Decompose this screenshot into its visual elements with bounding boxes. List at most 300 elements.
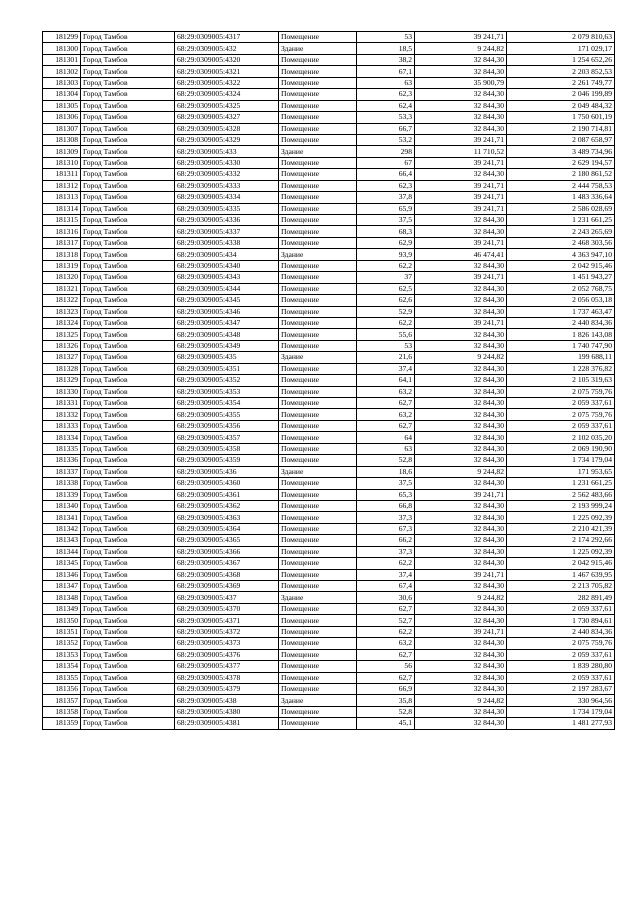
row-number-cell: 181311	[43, 169, 81, 180]
table-row	[43, 592, 615, 603]
object-type-cell: Помещение	[279, 420, 357, 431]
row-number-cell: 181350	[43, 615, 81, 626]
area-cell: 65,9	[357, 203, 415, 214]
cadastral-value-cell: 2 440 834,36	[507, 317, 615, 328]
city-cell: Город Тамбов	[81, 180, 175, 191]
city-cell: Город Тамбов	[81, 512, 175, 523]
row-number-cell: 181349	[43, 603, 81, 614]
specific-value-cell: 32 844,30	[415, 215, 507, 226]
cadastral-number-cell: 68:29:0309005:4330	[175, 157, 279, 168]
cadastral-value-cell: 199 688,11	[507, 352, 615, 363]
city-cell: Город Тамбов	[81, 237, 175, 248]
table-row	[43, 683, 615, 694]
area-cell: 52,8	[357, 455, 415, 466]
cadastral-number-cell: 68:29:0309005:4373	[175, 638, 279, 649]
row-number-cell: 181303	[43, 77, 81, 88]
specific-value-cell: 32 844,30	[415, 706, 507, 717]
table-row	[43, 340, 615, 351]
specific-value-cell: 32 844,30	[415, 718, 507, 729]
city-cell: Город Тамбов	[81, 409, 175, 420]
cadastral-value-cell: 2 069 190,90	[507, 443, 615, 454]
row-number-cell: 181320	[43, 272, 81, 283]
cadastral-value-cell: 1 734 179,04	[507, 706, 615, 717]
city-cell: Город Тамбов	[81, 340, 175, 351]
city-cell: Город Тамбов	[81, 546, 175, 557]
specific-value-cell: 32 844,30	[415, 295, 507, 306]
row-number-cell: 181341	[43, 512, 81, 523]
table-row	[43, 386, 615, 397]
table-row	[43, 523, 615, 534]
specific-value-cell: 32 844,30	[415, 420, 507, 431]
area-cell: 63,2	[357, 638, 415, 649]
cadastral-value-cell: 2 075 759,76	[507, 409, 615, 420]
cadastral-value-cell: 2 629 194,57	[507, 157, 615, 168]
cadastral-value-cell: 282 891,49	[507, 592, 615, 603]
city-cell: Город Тамбов	[81, 615, 175, 626]
city-cell: Город Тамбов	[81, 603, 175, 614]
table-row	[43, 306, 615, 317]
table-row	[43, 237, 615, 248]
city-cell: Город Тамбов	[81, 352, 175, 363]
cadastral-number-cell: 68:29:0309005:4380	[175, 706, 279, 717]
cadastral-value-cell: 1 737 463,47	[507, 306, 615, 317]
city-cell: Город Тамбов	[81, 192, 175, 203]
cadastral-number-cell: 68:29:0309005:4327	[175, 112, 279, 123]
specific-value-cell: 39 241,71	[415, 32, 507, 43]
cadastral-number-cell: 68:29:0309005:4360	[175, 478, 279, 489]
cadastral-value-cell: 1 225 092,39	[507, 512, 615, 523]
area-cell: 62,3	[357, 89, 415, 100]
area-cell: 37,5	[357, 478, 415, 489]
cadastral-number-cell: 68:29:0309005:436	[175, 466, 279, 477]
object-type-cell: Помещение	[279, 237, 357, 248]
specific-value-cell: 32 844,30	[415, 409, 507, 420]
city-cell: Город Тамбов	[81, 649, 175, 660]
city-cell: Город Тамбов	[81, 420, 175, 431]
cadastral-value-cell: 2 468 303,56	[507, 237, 615, 248]
row-number-cell: 181334	[43, 432, 81, 443]
cadastral-number-cell: 68:29:0309005:4363	[175, 512, 279, 523]
cadastral-number-cell: 68:29:0309005:432	[175, 43, 279, 54]
table-row	[43, 169, 615, 180]
table-row	[43, 581, 615, 592]
table-row	[43, 398, 615, 409]
cadastral-number-cell: 68:29:0309005:4355	[175, 409, 279, 420]
cadastral-number-cell: 68:29:0309005:4366	[175, 546, 279, 557]
city-cell: Город Тамбов	[81, 443, 175, 454]
row-number-cell: 181319	[43, 260, 81, 271]
object-type-cell: Здание	[279, 695, 357, 706]
specific-value-cell: 32 844,30	[415, 512, 507, 523]
table-row	[43, 100, 615, 111]
cadastral-value-cell: 1 483 336,64	[507, 192, 615, 203]
table-row	[43, 558, 615, 569]
specific-value-cell: 32 844,30	[415, 443, 507, 454]
specific-value-cell: 32 844,30	[415, 661, 507, 672]
specific-value-cell: 32 844,30	[415, 398, 507, 409]
cadastral-value-cell: 2 075 759,76	[507, 386, 615, 397]
table-row	[43, 77, 615, 88]
table-row	[43, 134, 615, 145]
area-cell: 62,7	[357, 672, 415, 683]
city-cell: Город Тамбов	[81, 169, 175, 180]
cadastral-number-cell: 68:29:0309005:4381	[175, 718, 279, 729]
cadastral-number-cell: 68:29:0309005:4328	[175, 123, 279, 134]
object-type-cell: Помещение	[279, 535, 357, 546]
city-cell: Город Тамбов	[81, 43, 175, 54]
object-type-cell: Помещение	[279, 558, 357, 569]
area-cell: 66,7	[357, 123, 415, 134]
object-type-cell: Помещение	[279, 706, 357, 717]
area-cell: 37,3	[357, 546, 415, 557]
city-cell: Город Тамбов	[81, 432, 175, 443]
city-cell: Город Тамбов	[81, 478, 175, 489]
city-cell: Город Тамбов	[81, 112, 175, 123]
cadastral-number-cell: 68:29:0309005:4320	[175, 54, 279, 65]
cadastral-number-cell: 68:29:0309005:4361	[175, 489, 279, 500]
object-type-cell: Помещение	[279, 569, 357, 580]
table-row	[43, 215, 615, 226]
city-cell: Город Тамбов	[81, 226, 175, 237]
specific-value-cell: 11 710,52	[415, 146, 507, 157]
object-type-cell: Здание	[279, 43, 357, 54]
cadastral-value-cell: 2 049 484,32	[507, 100, 615, 111]
cadastral-value-cell: 171 029,17	[507, 43, 615, 54]
cadastral-number-cell: 68:29:0309005:4334	[175, 192, 279, 203]
specific-value-cell: 32 844,30	[415, 478, 507, 489]
object-type-cell: Помещение	[279, 134, 357, 145]
area-cell: 52,9	[357, 306, 415, 317]
cadastral-number-cell: 68:29:0309005:4353	[175, 386, 279, 397]
city-cell: Город Тамбов	[81, 146, 175, 157]
cadastral-number-cell: 68:29:0309005:4377	[175, 661, 279, 672]
table-row	[43, 443, 615, 454]
cadastral-value-cell: 2 180 861,52	[507, 169, 615, 180]
object-type-cell: Помещение	[279, 478, 357, 489]
specific-value-cell: 39 241,71	[415, 272, 507, 283]
table-row	[43, 546, 615, 557]
cadastral-number-cell: 68:29:0309005:4367	[175, 558, 279, 569]
row-number-cell: 181352	[43, 638, 81, 649]
area-cell: 67	[357, 157, 415, 168]
city-cell: Город Тамбов	[81, 249, 175, 260]
table-row	[43, 329, 615, 340]
cadastral-number-cell: 68:29:0309005:4351	[175, 363, 279, 374]
object-type-cell: Помещение	[279, 295, 357, 306]
specific-value-cell: 32 844,30	[415, 226, 507, 237]
area-cell: 68,3	[357, 226, 415, 237]
specific-value-cell: 32 844,30	[415, 169, 507, 180]
object-type-cell: Помещение	[279, 386, 357, 397]
table-row	[43, 226, 615, 237]
cadastral-number-cell: 68:29:0309005:4357	[175, 432, 279, 443]
city-cell: Город Тамбов	[81, 54, 175, 65]
area-cell: 62,2	[357, 260, 415, 271]
specific-value-cell: 32 844,30	[415, 283, 507, 294]
row-number-cell: 181314	[43, 203, 81, 214]
object-type-cell: Здание	[279, 352, 357, 363]
area-cell: 93,9	[357, 249, 415, 260]
area-cell: 37,4	[357, 569, 415, 580]
object-type-cell: Помещение	[279, 523, 357, 534]
cadastral-number-cell: 68:29:0309005:4349	[175, 340, 279, 351]
cadastral-value-cell: 1 451 943,27	[507, 272, 615, 283]
row-number-cell: 181346	[43, 569, 81, 580]
table-row	[43, 112, 615, 123]
city-cell: Город Тамбов	[81, 89, 175, 100]
area-cell: 66,2	[357, 535, 415, 546]
specific-value-cell: 9 244,82	[415, 466, 507, 477]
area-cell: 62,7	[357, 603, 415, 614]
table-row	[43, 146, 615, 157]
area-cell: 53	[357, 340, 415, 351]
row-number-cell: 181312	[43, 180, 81, 191]
specific-value-cell: 32 844,30	[415, 581, 507, 592]
row-number-cell: 181335	[43, 443, 81, 454]
area-cell: 67,4	[357, 581, 415, 592]
table-row	[43, 478, 615, 489]
cadastral-number-cell: 68:29:0309005:4346	[175, 306, 279, 317]
specific-value-cell: 39 241,71	[415, 157, 507, 168]
cadastral-value-cell: 2 059 337,61	[507, 420, 615, 431]
cadastral-number-cell: 68:29:0309005:438	[175, 695, 279, 706]
object-type-cell: Помещение	[279, 398, 357, 409]
object-type-cell: Помещение	[279, 272, 357, 283]
city-cell: Город Тамбов	[81, 535, 175, 546]
specific-value-cell: 32 844,30	[415, 638, 507, 649]
area-cell: 65,3	[357, 489, 415, 500]
table-row	[43, 569, 615, 580]
specific-value-cell: 9 244,82	[415, 352, 507, 363]
cadastral-value-cell: 4 363 947,10	[507, 249, 615, 260]
city-cell: Город Тамбов	[81, 317, 175, 328]
row-number-cell: 181326	[43, 340, 81, 351]
area-cell: 37,3	[357, 512, 415, 523]
area-cell: 52,7	[357, 615, 415, 626]
row-number-cell: 181328	[43, 363, 81, 374]
object-type-cell: Помещение	[279, 66, 357, 77]
cadastral-number-cell: 68:29:0309005:433	[175, 146, 279, 157]
table-row	[43, 672, 615, 683]
area-cell: 63	[357, 443, 415, 454]
specific-value-cell: 32 844,30	[415, 89, 507, 100]
area-cell: 64	[357, 432, 415, 443]
city-cell: Город Тамбов	[81, 672, 175, 683]
table-row	[43, 89, 615, 100]
specific-value-cell: 32 844,30	[415, 340, 507, 351]
city-cell: Город Тамбов	[81, 100, 175, 111]
cadastral-value-cell: 1 231 661,25	[507, 478, 615, 489]
cadastral-number-cell: 68:29:0309005:4370	[175, 603, 279, 614]
cadastral-value-cell: 3 489 734,96	[507, 146, 615, 157]
cadastral-value-cell: 2 059 337,61	[507, 398, 615, 409]
row-number-cell: 181348	[43, 592, 81, 603]
cadastral-value-cell: 2 444 758,53	[507, 180, 615, 191]
table-row	[43, 203, 615, 214]
object-type-cell: Помещение	[279, 489, 357, 500]
row-number-cell: 181336	[43, 455, 81, 466]
cadastral-number-cell: 68:29:0309005:4359	[175, 455, 279, 466]
specific-value-cell: 39 241,71	[415, 180, 507, 191]
city-cell: Город Тамбов	[81, 123, 175, 134]
city-cell: Город Тамбов	[81, 558, 175, 569]
cadastral-number-cell: 68:29:0309005:4372	[175, 626, 279, 637]
area-cell: 63	[357, 77, 415, 88]
city-cell: Город Тамбов	[81, 215, 175, 226]
object-type-cell: Помещение	[279, 123, 357, 134]
specific-value-cell: 32 844,30	[415, 329, 507, 340]
cadastral-number-cell: 68:29:0309005:4352	[175, 375, 279, 386]
cadastral-value-cell: 1 228 376,82	[507, 363, 615, 374]
city-cell: Город Тамбов	[81, 500, 175, 511]
specific-value-cell: 32 844,30	[415, 558, 507, 569]
row-number-cell: 181330	[43, 386, 81, 397]
object-type-cell: Помещение	[279, 443, 357, 454]
specific-value-cell: 32 844,30	[415, 546, 507, 557]
row-number-cell: 181318	[43, 249, 81, 260]
cadastral-number-cell: 68:29:0309005:4329	[175, 134, 279, 145]
city-cell: Город Тамбов	[81, 329, 175, 340]
table-row	[43, 649, 615, 660]
table-row	[43, 375, 615, 386]
specific-value-cell: 39 241,71	[415, 317, 507, 328]
table-row	[43, 466, 615, 477]
cadastral-number-cell: 68:29:0309005:4344	[175, 283, 279, 294]
object-type-cell: Помещение	[279, 432, 357, 443]
object-type-cell: Помещение	[279, 603, 357, 614]
area-cell: 38,2	[357, 54, 415, 65]
row-number-cell: 181343	[43, 535, 81, 546]
cadastral-number-cell: 68:29:0309005:4336	[175, 215, 279, 226]
table-row	[43, 157, 615, 168]
object-type-cell: Помещение	[279, 626, 357, 637]
area-cell: 35,8	[357, 695, 415, 706]
cadastral-number-cell: 68:29:0309005:4358	[175, 443, 279, 454]
table-row	[43, 706, 615, 717]
row-number-cell: 181317	[43, 237, 81, 248]
table-row	[43, 249, 615, 260]
object-type-cell: Помещение	[279, 340, 357, 351]
city-cell: Город Тамбов	[81, 77, 175, 88]
city-cell: Город Тамбов	[81, 398, 175, 409]
area-cell: 18,6	[357, 466, 415, 477]
area-cell: 52,8	[357, 706, 415, 717]
cadastral-value-cell: 2 102 035,20	[507, 432, 615, 443]
row-number-cell: 181329	[43, 375, 81, 386]
row-number-cell: 181354	[43, 661, 81, 672]
specific-value-cell: 32 844,30	[415, 432, 507, 443]
row-number-cell: 181313	[43, 192, 81, 203]
specific-value-cell: 32 844,30	[415, 112, 507, 123]
city-cell: Город Тамбов	[81, 683, 175, 694]
object-type-cell: Помещение	[279, 329, 357, 340]
cadastral-number-cell: 68:29:0309005:4379	[175, 683, 279, 694]
row-number-cell: 181347	[43, 581, 81, 592]
area-cell: 62,5	[357, 283, 415, 294]
cadastral-number-cell: 68:29:0309005:4340	[175, 260, 279, 271]
cadastral-value-cell: 2 193 999,24	[507, 500, 615, 511]
city-cell: Город Тамбов	[81, 569, 175, 580]
row-number-cell: 181345	[43, 558, 81, 569]
object-type-cell: Помещение	[279, 672, 357, 683]
cadastral-value-cell: 2 243 265,69	[507, 226, 615, 237]
row-number-cell: 181340	[43, 500, 81, 511]
cadastral-number-cell: 68:29:0309005:4371	[175, 615, 279, 626]
cadastral-value-cell: 2 052 768,75	[507, 283, 615, 294]
cadastral-value-cell: 2 059 337,61	[507, 672, 615, 683]
specific-value-cell: 39 241,71	[415, 569, 507, 580]
object-type-cell: Помещение	[279, 192, 357, 203]
cadastral-number-cell: 68:29:0309005:4333	[175, 180, 279, 191]
row-number-cell: 181337	[43, 466, 81, 477]
cadastral-number-cell: 68:29:0309005:4317	[175, 32, 279, 43]
row-number-cell: 181309	[43, 146, 81, 157]
specific-value-cell: 39 241,71	[415, 626, 507, 637]
object-type-cell: Помещение	[279, 260, 357, 271]
cadastral-value-cell: 2 046 199,89	[507, 89, 615, 100]
row-number-cell: 181307	[43, 123, 81, 134]
object-type-cell: Помещение	[279, 157, 357, 168]
cadastral-value-cell: 2 079 810,63	[507, 32, 615, 43]
cadastral-value-table	[42, 31, 615, 730]
row-number-cell: 181304	[43, 89, 81, 100]
table-row	[43, 718, 615, 729]
object-type-cell: Помещение	[279, 283, 357, 294]
object-type-cell: Помещение	[279, 226, 357, 237]
specific-value-cell: 39 241,71	[415, 489, 507, 500]
cadastral-value-cell: 1 839 280,80	[507, 661, 615, 672]
city-cell: Город Тамбов	[81, 386, 175, 397]
area-cell: 62,4	[357, 100, 415, 111]
area-cell: 62,7	[357, 398, 415, 409]
row-number-cell: 181331	[43, 398, 81, 409]
cadastral-number-cell: 68:29:0309005:4362	[175, 500, 279, 511]
row-number-cell: 181306	[43, 112, 81, 123]
cadastral-value-cell: 2 213 705,82	[507, 581, 615, 592]
area-cell: 62,6	[357, 295, 415, 306]
specific-value-cell: 32 844,30	[415, 66, 507, 77]
row-number-cell: 181356	[43, 683, 81, 694]
row-number-cell: 181300	[43, 43, 81, 54]
row-number-cell: 181308	[43, 134, 81, 145]
area-cell: 62,2	[357, 317, 415, 328]
cadastral-value-cell: 2 042 915,46	[507, 558, 615, 569]
object-type-cell: Помещение	[279, 718, 357, 729]
area-cell: 37	[357, 272, 415, 283]
area-cell: 21,6	[357, 352, 415, 363]
cadastral-number-cell: 68:29:0309005:4322	[175, 77, 279, 88]
city-cell: Город Тамбов	[81, 489, 175, 500]
row-number-cell: 181305	[43, 100, 81, 111]
object-type-cell: Помещение	[279, 180, 357, 191]
cadastral-number-cell: 68:29:0309005:434	[175, 249, 279, 260]
city-cell: Город Тамбов	[81, 375, 175, 386]
object-type-cell: Помещение	[279, 169, 357, 180]
table-row	[43, 535, 615, 546]
object-type-cell: Помещение	[279, 32, 357, 43]
object-type-cell: Помещение	[279, 89, 357, 100]
cadastral-number-cell: 68:29:0309005:4369	[175, 581, 279, 592]
object-type-cell: Помещение	[279, 409, 357, 420]
row-number-cell: 181322	[43, 295, 81, 306]
row-number-cell: 181327	[43, 352, 81, 363]
city-cell: Город Тамбов	[81, 455, 175, 466]
cadastral-value-cell: 2 174 292,66	[507, 535, 615, 546]
specific-value-cell: 32 844,30	[415, 455, 507, 466]
table-row	[43, 272, 615, 283]
area-cell: 53,3	[357, 112, 415, 123]
area-cell: 66,8	[357, 500, 415, 511]
